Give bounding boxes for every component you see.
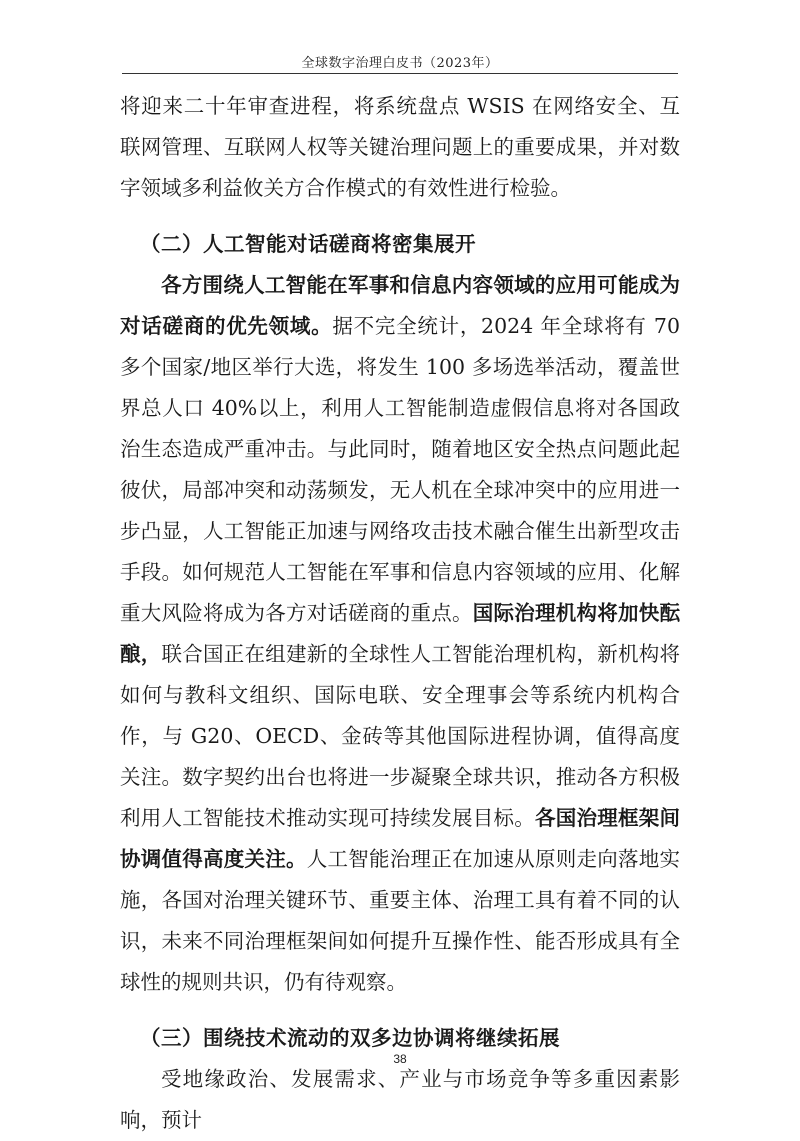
bold-lead-2: 国际治理机构将加快酝酿，	[120, 601, 680, 666]
page-number: 38	[393, 1052, 407, 1066]
paragraph-text-3: 人工智能治理正在加速从原则走向落地实施，各国对治理关键环节、重要主体、治理工具有着不同的认识，未来不同治理框架间如何提升互操作性、能否形成具有全球性的规则共识，仍有待观察。	[120, 847, 680, 994]
paragraph-text-1: 据不完全统计，2024 年全球将有 70 多个国家/地区举行大选，将发生 100 多场选举活动，覆盖世界总人口 40%以上，利用人工智能制造虚假信息将对各国政治生态造成严重冲击。与此同时，随着地区安全热点问题此起彼伏，局部冲突和动荡频发，无人机在全球冲突中的应用进一步凸显，人工智能正加速与网络攻击技术融合催生出新型攻击手段。如何规范人工智能在军事和信息内容领域的应用、化解重大风险将成为各方对话磋商的重点。	[120, 314, 681, 625]
section-heading-2: （二）人工智能对话磋商将密集展开	[140, 232, 476, 256]
paragraph-ai-dialogue	[120, 265, 680, 1003]
running-header: 全球数字治理白皮书（2023年）	[301, 56, 499, 71]
paragraph-continuation: 将迎来二十年审查进程，将系统盘点 WSIS 在网络安全、互联网管理、互联网人权等关键治理问题上的重要成果，并对数字领域多利益攸关方合作模式的有效性进行检验。	[120, 94, 680, 200]
paragraph-tech-flow: 受地缘政治、发展需求、产业与市场竞争等多重因素影响，预计	[120, 1067, 680, 1132]
page-body	[120, 86, 680, 1141]
bold-lead-3: 各国治理框架间协调值得高度关注。	[120, 806, 680, 871]
header-divider	[122, 73, 678, 74]
bold-lead-1: 各方围绕人工智能在军事和信息内容领域的应用可能成为对话磋商的优先领域。	[120, 273, 680, 338]
section-heading-3: （三）围绕技术流动的双多边协调将继续拓展	[140, 1026, 560, 1050]
paragraph-text-2: 联合国正在组建新的全球性人工智能治理机构，新机构将如何与教科文组织、国际电联、安全理事会等系统内机构合作，与 G20、OECD、金砖等其他国际进程协调，值得高度关注。数字契约出台也将进一步凝聚全球共识，推动各方积极利用人工智能技术推动实现可持续发展目标。	[120, 642, 680, 830]
